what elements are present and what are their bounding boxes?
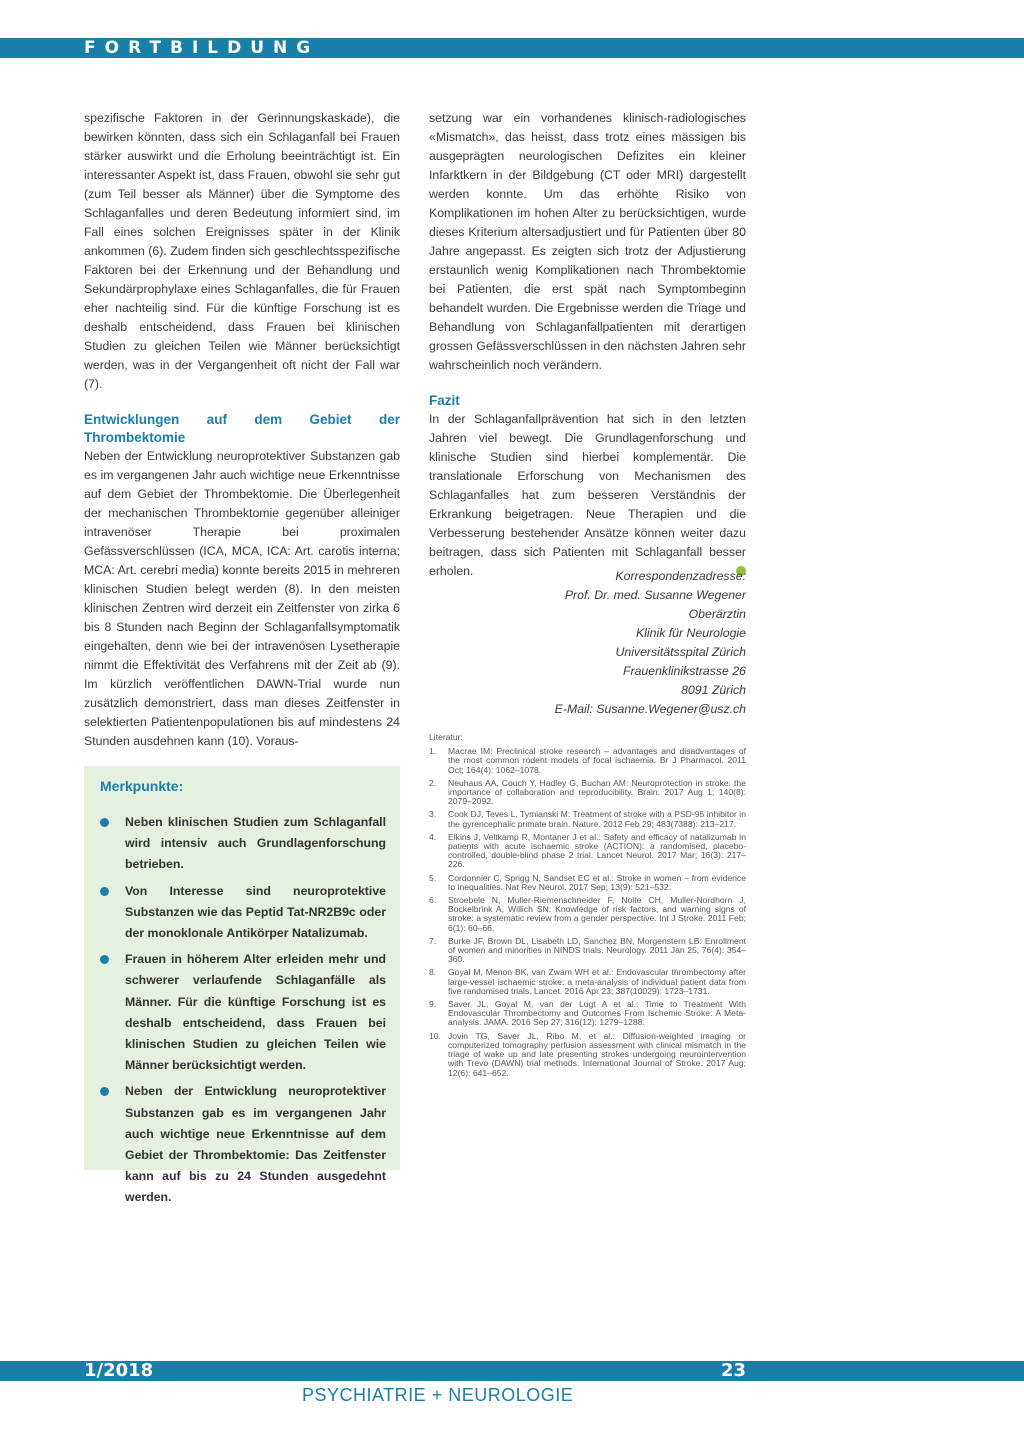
bullet-icon <box>100 818 109 827</box>
section-label: FORTBILDUNG <box>84 38 320 58</box>
key-point-item: Neben klinischen Studien zum Schlaganfall wird intensiv auch Grundlagenforschung betrieben. <box>100 812 386 876</box>
bullet-icon <box>100 887 109 896</box>
left-column <box>84 109 400 751</box>
reference-item: 3. Cook DJ, Teves L, Tymianski M: Treatment of stroke with a PSD-95 inhibitor in the gyrencephalic primate brain. Nature. 2012 Feb 29; 483(7388): 213–217. <box>429 809 746 829</box>
section-heading: Fazit <box>429 393 460 408</box>
address-line: Oberärztin <box>688 607 746 621</box>
reference-item: 9. Saver JL, Goyal M, van der Lugt A et al.: Time to Treatment With Endovascular Thrombectomy and Outcomes From Ischemic Stroke: A Meta-analysis. JAMA. 2016 Sep 27; 316(12): 1279–1288. <box>429 999 746 1028</box>
reference-item: 6. Stroebele N, Muller-Riemenschneider F, Nolte CH, Muller-Nordhorn J, Bockelbrink A, Willich SN: Knowledge of risk factors, and warning signs of stroke: a systematic review from a gender perspective. Int J Stroke. 2011 Feb; 6(1): 60–66. <box>429 895 746 933</box>
address-line: Klinik für Neurologie <box>635 626 746 640</box>
section-heading: Entwicklungen auf dem Gebiet der Thrombektomie <box>84 412 400 445</box>
address-line: 8091 Zürich <box>681 683 746 697</box>
address-line: Frauenklinikstrasse 26 <box>622 664 746 678</box>
reference-item: 10. Jovin TG, Saver JL, Ribo M, et al.: Diffusion-weighted imaging or computerized tomography perfusion assessment with clinical mismatch in the triage of wake up and late presenting strokes undergoing neurointervention with Trevo (DAWN) trial methods. International Journal of Stroke. 2017 Aug; 12(6): 641–652. <box>429 1030 746 1078</box>
reference-item: 2. Neuhaus AA, Couch Y, Hadley G, Buchan AM: Neuroprotection in stroke: the importance of collaboration and reproducibility. Brain. 2017 Aug 1; 140(8): 2079–2092. <box>429 777 746 807</box>
body-paragraph: setzung war ein vorhandenes klinisch-radiologisches «Mismatch», das heisst, dass trotz eines mässigen bis ausgeprägten neurologischen Defizites ein kleiner Infarktkern in der Bildgebung (CT oder MRI) dargestellt werden konnte. Um das erhöhte Risiko von Komplikationen im hohen Alter zu berücksichtigen, wurde dieses Kriterium altersadjustiert und für Patienten über 80 Jahre angepasst. Es zeigten sich trotz der Adjustierung erstaunlich wenig Komplikationen nach Thrombektomie bei Patienten, die erst spät nach Symptombeginn behandelt wurden. Die Ergebnisse werden die Triage und Behandlung von Schlaganfallpatienten mit derartigen grossen Gefässverschlüssen in den nächsten Jahren sehr wahrscheinlich noch verändern. <box>429 111 746 372</box>
footer-bar <box>0 1361 1024 1381</box>
key-points-box <box>84 766 400 1205</box>
right-column <box>429 109 746 581</box>
address-line: Korrespondenzadresse: <box>615 569 746 583</box>
references-title: Literatur: <box>429 732 463 742</box>
key-point-item: Neben der Entwicklung neuroprotektiver Substanzen gab es im vergangenen Jahr auch wichtige neue Erkenntnisse auf dem Gebiet der Thrombektomie: Das Zeitfenster kann auf bis zu 24 Stunden ausgedehnt werden. <box>100 1081 386 1208</box>
bullet-icon <box>100 955 109 964</box>
body-paragraph: spezifische Faktoren in der Gerinnungskaskade), die bewirken könnten, dass sich ein Schlaganfall bei Frauen stärker auswirkt und die Erholung beeinträchtigt ist. Ein interessanter Aspekt ist, dass Frauen, obwohl sie sehr gut (zum Teil besser als Männer) über die Symptome des Schlaganfalles und deren Bedeutung informiert sind, im Fall eines solchen Ereignisses später in der Klinik ankommen (6). Zudem finden sich geschlechtsspezifische Faktoren bei der Erkennung und der Behandlung und Sekundärprophylaxe eines Schlaganfalles, die für Frauen eher nachteilig sind. Für die künftige Forschung ist es deshalb entscheidend, dass Frauen bei klinischen Studien zu gleichen Teilen wie Männer berücksichtigt werden, was in der Vergangenheit oft nicht der Fall war (7). <box>84 111 400 391</box>
reference-item: 1. Macrae IM: Preclinical stroke research – advantages and disadvantages of the most common rodent models of focal ischaemia. Br J Pharmacol. 2011 Oct; 164(4): 1062–1078. <box>429 746 746 775</box>
body-paragraph: Neben der Entwicklung neuroprotektiver Substanzen gab es im vergangenen Jahr auch wichtige neue Erkenntnisse auf dem Gebiet der Thrombektomie. Die Überlegenheit der mechanischen Thrombektomie gegenüber alleiniger intravenöser Therapie bei proximalen Gefässverschlüssen (ICA, MCA, ICA: Art. carotis interna; MCA: Art. cerebri media) konnte bereits 2015 in mehreren klinischen Studien belegt werden (8). In den meisten klinischen Zentren wird derzeit ein Zeitfenster von zirka 6 bis 8 Stunden nach Beginn der Schlaganfallsymptomatik eingehalten, denn wie bei der intravenösen Lysetherapie nimmt die Effektivität des Verfahrens mit der Zeit ab (9). Im kürzlich veröffentlichen DAWN-Trial wurde nun zusätzlich demonstriert, dass man dieses Zeitfenster in selektierten Patientenpopulationen bis auf mindestens 24 Stunden ausdehnen kann (10). Voraus- <box>84 449 400 748</box>
address-line: Prof. Dr. med. Susanne Wegener <box>564 588 746 602</box>
key-point-item: Von Interesse sind neuroprotektive Substanzen wie das Peptid Tat-NR2B9c oder der monoklonale Antikörper Natalizumab. <box>100 881 386 945</box>
reference-list <box>429 733 746 1082</box>
key-points-title: Merkpunkte: <box>100 778 184 794</box>
key-point-item: Frauen in höherem Alter erleiden mehr und schwerer verlaufende Schlaganfälle als Männer. Für die künftige Forschung ist es deshalb entscheidend, dass Frauen bei klinischen Studien zu gleichen Teilen wie Männer berücksichtigt werden. <box>100 949 386 1076</box>
page-number: 23 <box>720 1360 746 1381</box>
key-points-list <box>100 812 386 1214</box>
correspondence-address <box>520 567 746 719</box>
issue-number: 1/2018 <box>84 1360 154 1381</box>
address-email[interactable]: E-Mail: Susanne.Wegener@usz.ch <box>554 702 746 716</box>
body-paragraph: In der Schlaganfallprävention hat sich in den letzten Jahren viel bewegt. Die Grundlagenforschung und klinische Studien sind hierbei komplementär. Die translationale Erforschung von Mechanismen des Schlaganfalles hat zum besseren Verständnis der Erkrankung beigetragen. Neue Therapien und die Verbesserung bestehender Ansätze können weiter dazu beitragen, dass sich Patienten mit Schlaganfall besser erholen. <box>429 412 746 578</box>
reference-item: 8. Goyal M, Menon BK, van Zwam WH et al.: Endovascular thrombectomy after large-vessel ischaemic stroke: a meta-analysis of individual patient data from five randomised trials. Lancet. 2016 Apr 23; 387(10029): 1723–1731. <box>429 967 746 996</box>
reference-item: 5. Cordonnier C, Sprigg N, Sandset EC et al.: Stroke in women – from evidence to inequalities. Nat Rev Neurol. 2017 Sep; 13(9): 521–532. <box>429 872 746 892</box>
bullet-icon <box>100 1087 109 1096</box>
address-line: Universitätsspital Zürich <box>615 645 746 659</box>
reference-item: 4. Elkins J, Veltkamp R, Montaner J et al.: Safety and efficacy of natalizumab in patients with acute ischaemic stroke (ACTION): a randomised, placebo-controlled, double-blind phase 2 trial. Lancet Neurol. 2017 Mar; 16(3): 217–226. <box>429 831 746 870</box>
reference-item: 7. Burke JF, Brown DL, Lisabeth LD, Sanchez BN, Morgenstern LB: Enrollment of women and minorities in NINDS trials. Neurology. 2011 Jan 25; 76(4): 354–360. <box>429 935 746 965</box>
journal-title: PSYCHIATRIE + NEUROLOGIE <box>302 1385 574 1405</box>
